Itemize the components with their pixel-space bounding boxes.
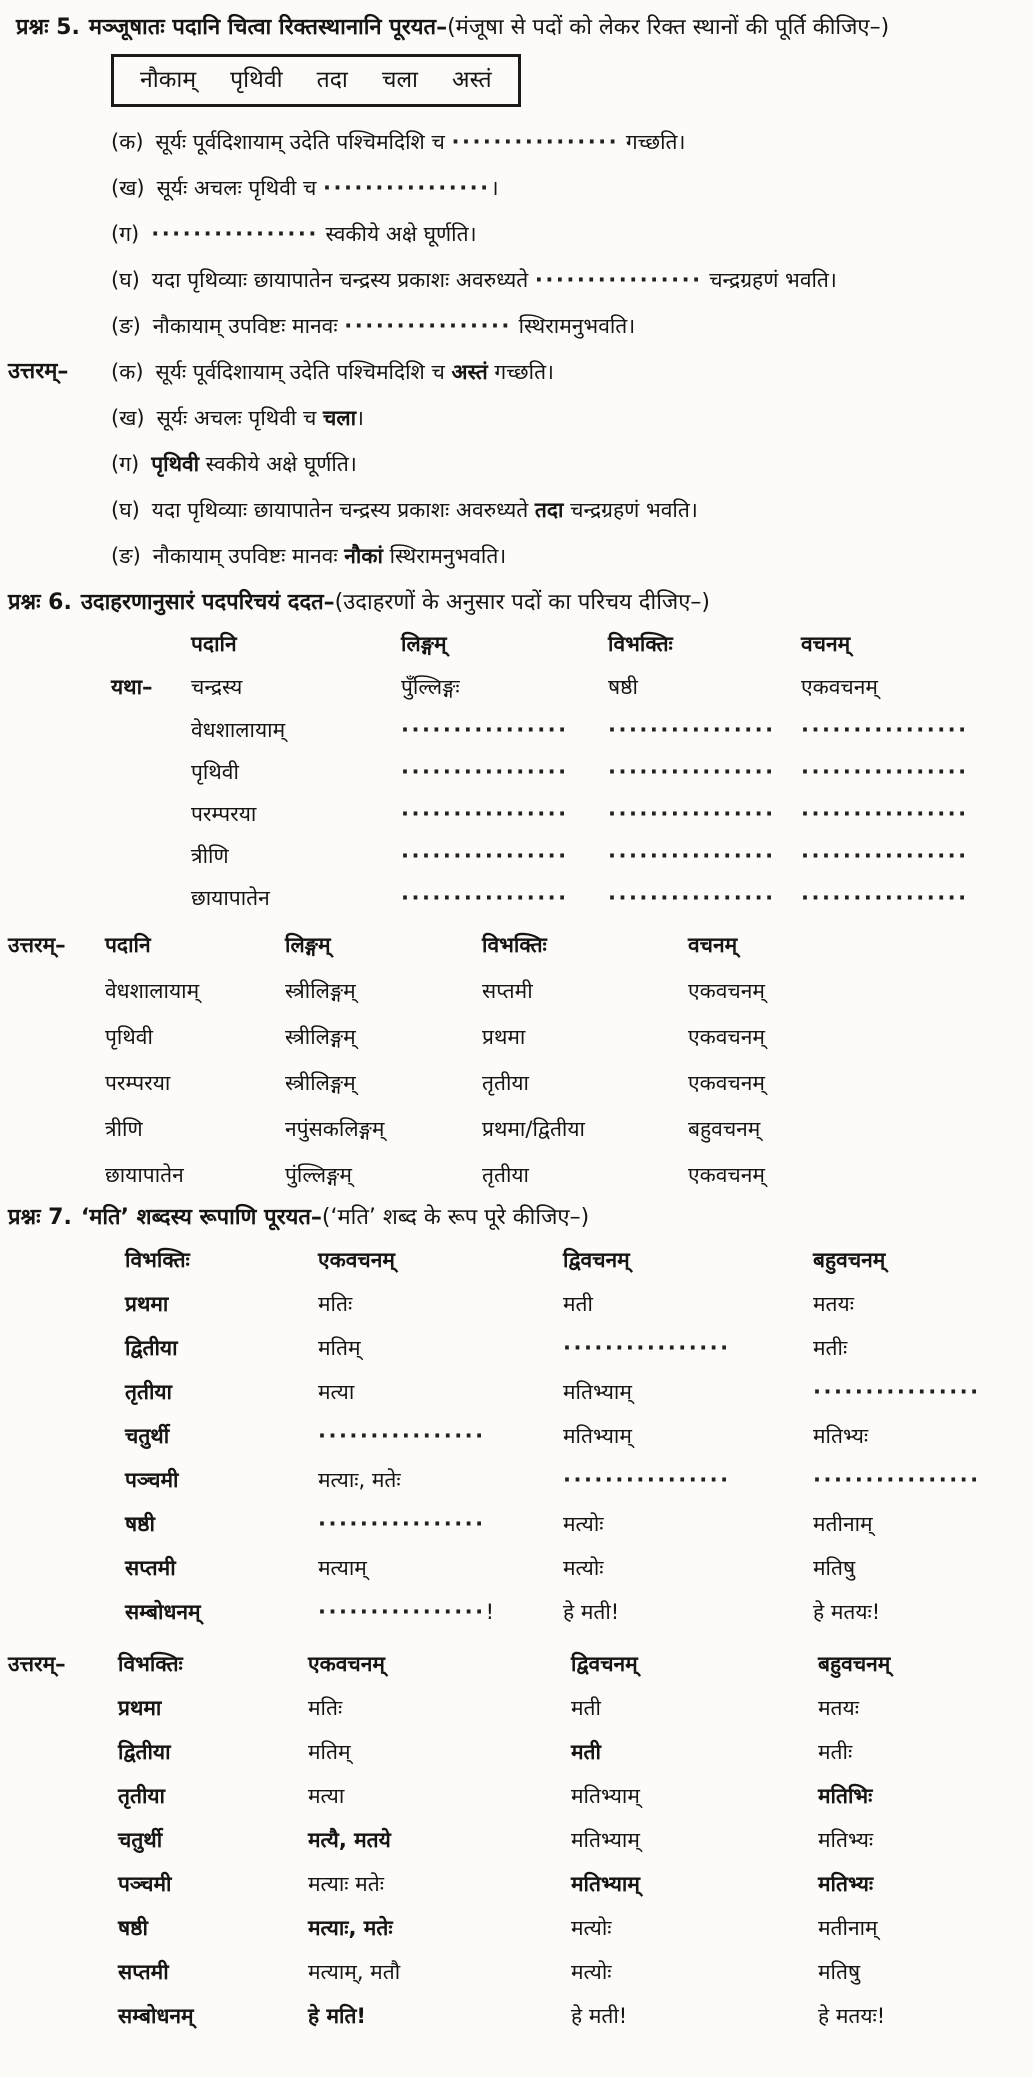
column-header: विभक्तिः (118, 1652, 183, 1676)
blank-cell (801, 877, 1021, 919)
table-cell: मत्या (308, 1784, 345, 1808)
answer-item (111, 349, 1021, 395)
q5-heading (8, 8, 1021, 48)
fill-blank-item (111, 303, 1021, 349)
table-cell: मतिभ्यः (813, 1424, 869, 1448)
column-header: पदानि (191, 632, 237, 656)
table-row (125, 1502, 1021, 1546)
item-text-post: । (490, 176, 499, 200)
blank-cell (801, 835, 1021, 877)
blank-cell (608, 751, 801, 793)
q7-answer-table (8, 1642, 1021, 2038)
column-header: पञ्चमी (118, 1872, 172, 1896)
header-row (8, 1642, 1021, 1686)
item-marker: (ख) (111, 406, 145, 430)
table-cell: मतीः (818, 1740, 853, 1764)
answer-item (111, 395, 1021, 441)
table-cell: मत्योः (571, 1960, 612, 1984)
table-cell: पुंल्लिङ्गम् (285, 1163, 352, 1187)
header-row (125, 1238, 1021, 1282)
column-header: प्रथमा (118, 1696, 162, 1720)
table-cell: चन्द्रस्य (191, 675, 243, 699)
table-cell: हे मति! (308, 2004, 367, 2028)
q7-question-table (8, 1238, 1021, 1634)
table-cell: मतिषु (818, 1960, 861, 1984)
table-cell: मतिम् (308, 1740, 351, 1764)
item-text-pre: सूर्यः पूर्वदिशायाम् उदेति पश्चिमदिशि च (155, 130, 452, 154)
blank-dots: ················ (563, 1336, 731, 1360)
table-row (111, 709, 1021, 751)
column-header: वचनम् (801, 632, 851, 656)
column-header: द्विवचनम् (563, 1248, 630, 1272)
table-cell: हे मती! (563, 1600, 620, 1624)
column-header: तृतीया (118, 1784, 165, 1808)
cell-suffix: ! (485, 1600, 495, 1624)
table-row (8, 1014, 1021, 1060)
blank-cell (318, 1502, 563, 1546)
item-text-pre: नौकायाम् उपविष्टः मानवः (152, 314, 345, 338)
column-header: बहुवचनम् (813, 1248, 886, 1272)
q6-heading (8, 583, 1021, 623)
table-cell: मतिः (308, 1696, 343, 1720)
table-cell: पृथिवी (105, 1025, 153, 1049)
blank-cell (563, 1326, 813, 1370)
column-header: सप्तमी (125, 1556, 176, 1580)
table-cell: मत्योः (563, 1556, 604, 1580)
q5-answer-list (8, 349, 1021, 579)
column-header: यथा– (111, 675, 153, 699)
table-cell: छायापातेन (105, 1163, 184, 1187)
fill-blank-item (111, 165, 1021, 211)
blank-dots: ················ (401, 886, 569, 910)
q5-number: प्रश्नः 5. (16, 15, 80, 40)
table-cell: मत्याः, मतेः (318, 1468, 401, 1492)
q6-number: प्रश्नः 6. (8, 590, 72, 615)
table-row (8, 1152, 1021, 1198)
table-cell: षष्ठी (608, 675, 638, 699)
q5-answer-label: उत्तरम्– (8, 359, 69, 384)
item-marker: (क) (111, 130, 144, 154)
blank-dots: ················ (451, 130, 620, 154)
blank-cell (608, 835, 801, 877)
blank-dots: ················ (608, 886, 776, 910)
table-cell: मत्यै, मतये (308, 1828, 391, 1852)
table-cell: मत्योः (571, 1916, 612, 1940)
blank-dots: ················ (534, 268, 703, 292)
item-text-post: चन्द्रग्रहणं भवति। (702, 268, 837, 292)
table-cell: हे मतयः! (813, 1600, 881, 1624)
column-header: सम्बोधनम् (118, 2004, 194, 2028)
table-cell: हे मती! (571, 2004, 628, 2028)
item-marker: (क) (111, 360, 144, 384)
column-header: विभक्तिः (482, 933, 547, 957)
item-text-pre: यदा पृथिव्याः छायापातेन चन्द्रस्य प्रकाशः अवरुध्यते (151, 268, 535, 292)
answer-item (111, 441, 1021, 487)
table-cell: एकवचनम् (801, 675, 878, 699)
box-word: पृथिवी (230, 67, 283, 93)
blank-dots: ················ (801, 802, 969, 826)
table-cell: पुँल्लिङ्गः (401, 675, 460, 699)
table-cell: मतयः (813, 1292, 854, 1316)
example-row (111, 665, 1021, 709)
table-row (125, 1370, 1021, 1414)
table-row (125, 1590, 1021, 1634)
answer-word: अस्तं (451, 360, 488, 384)
q6-question-table (8, 623, 1021, 919)
table-cell: एकवचनम् (688, 1071, 765, 1095)
blank-dots: ················ (401, 802, 569, 826)
item-text-post: गच्छति। (487, 360, 555, 384)
column-header: बहुवचनम् (818, 1652, 891, 1676)
table-cell: मतयः (818, 1696, 859, 1720)
blank-cell (608, 709, 801, 751)
word-box (111, 54, 521, 107)
q5-answer-block (8, 349, 1021, 579)
table-cell: नपुंसकलिङ्गम् (285, 1117, 385, 1141)
blank-dots: ················ (318, 1512, 486, 1536)
item-text-pre: सूर्यः अचलः पृथिवी च (156, 176, 323, 200)
table-row (125, 1326, 1021, 1370)
table-cell: परम्परया (105, 1071, 171, 1095)
table-cell: मतिभिः (818, 1784, 873, 1808)
item-marker: (घ) (111, 498, 140, 522)
blank-dots: ················ (801, 760, 969, 784)
table-cell: मती (563, 1292, 593, 1316)
blank-dots: ················ (608, 844, 776, 868)
table-cell: हे मतयः! (818, 2004, 886, 2028)
table-cell: एकवचनम् (688, 979, 765, 1003)
blank-cell (801, 751, 1021, 793)
table-cell: मतीनाम् (813, 1512, 873, 1536)
header-row (8, 923, 1021, 968)
blank-cell (608, 877, 801, 919)
blank-dots: ················ (344, 314, 512, 338)
table-row (8, 1994, 1021, 2038)
table-row (111, 835, 1021, 877)
fill-blank-item (111, 257, 1021, 303)
item-text-pre: सूर्यः अचलः पृथिवी च (156, 406, 323, 430)
table-row (125, 1546, 1021, 1590)
q7-section (8, 1198, 1021, 2038)
q6-answer-table (8, 923, 1021, 1198)
table-cell: परम्परया (191, 802, 257, 826)
item-text-pre: सूर्यः पूर्वदिशायाम् उदेति पश्चिमदिशि च (155, 360, 452, 384)
box-word: नौकाम् (140, 67, 197, 93)
item-text-post: स्थिरामनुभवति। (511, 314, 636, 338)
table-cell: मत्याम्, मतौ (308, 1960, 401, 1984)
blank-cell (608, 793, 801, 835)
column-header: सप्तमी (118, 1960, 169, 1984)
table-cell: मती (571, 1696, 601, 1720)
table-cell: त्रीणि (105, 1117, 143, 1141)
blank-cell (563, 1458, 813, 1502)
table-cell: मतिभ्याम् (571, 1828, 640, 1852)
blank-dots: ················ (801, 718, 969, 742)
q5-title-hindi: (मंजूषा से पदों को लेकर रिक्त स्थानों की पूर्ति कीजिए–) (447, 15, 890, 40)
table-row (8, 1906, 1021, 1950)
q7-title-hindi: (‘मति’ शब्द के रूप पूरे कीजिए–) (321, 1205, 590, 1230)
blank-cell (401, 793, 608, 835)
item-text-post: स्थिरामनुभवति। (382, 544, 507, 568)
blank-cell (813, 1370, 1021, 1414)
blank-dots: ················ (608, 760, 776, 784)
blank-dots: ················ (801, 844, 969, 868)
table-row (8, 968, 1021, 1014)
item-marker: (ग) (111, 452, 140, 476)
blank-cell (318, 1590, 563, 1634)
item-text-post: स्वकीये अक्षे घूर्णति। (318, 222, 477, 246)
table-cell: प्रथमा/द्वितीया (482, 1117, 585, 1141)
table-row (8, 1818, 1021, 1862)
table-row (125, 1414, 1021, 1458)
column-header: पञ्चमी (125, 1468, 179, 1492)
table-row (8, 1060, 1021, 1106)
table-cell: सप्तमी (482, 979, 533, 1003)
item-text-post: गच्छति। (619, 130, 686, 154)
table-cell: पृथिवी (191, 760, 239, 784)
q7-number: प्रश्नः 7. (8, 1205, 72, 1230)
item-text-post: चन्द्रग्रहणं भवति। (563, 498, 698, 522)
q5-title-sanskrit: मञ्जूषातः पदानि चित्वा रिक्तस्थानानि पूरयत– (88, 15, 448, 40)
table-cell: मतीनाम् (818, 1916, 878, 1940)
blank-dots: ················ (318, 1424, 486, 1448)
table-row (8, 1730, 1021, 1774)
blank-cell (401, 835, 608, 877)
table-cell: मतिभ्याम् (571, 1784, 640, 1808)
table-cell: मतिभ्याम् (571, 1872, 640, 1896)
table-cell: एकवचनम् (688, 1025, 765, 1049)
table-cell: स्त्रीलिङ्गम् (285, 1025, 356, 1049)
column-header: द्विवचनम् (571, 1652, 638, 1676)
table-cell: प्रथमा (482, 1025, 526, 1049)
table-cell: बहुवचनम् (688, 1117, 761, 1141)
box-word: अस्तं (452, 67, 492, 93)
column-header: पदानि (105, 933, 151, 957)
table-cell: मतिभ्याम् (563, 1380, 632, 1404)
blank-cell (801, 709, 1021, 751)
answer-word: चला (323, 406, 357, 430)
blank-dots: ················ (401, 760, 569, 784)
column-header: लिङ्गम् (401, 632, 447, 656)
header-row (111, 623, 1021, 665)
blank-dots: ················ (813, 1380, 981, 1404)
item-marker: (घ) (111, 268, 140, 292)
column-header: चतुर्थी (118, 1828, 163, 1852)
column-header: द्वितीया (118, 1740, 171, 1764)
column-header: द्वितीया (125, 1336, 178, 1360)
table-row (111, 877, 1021, 919)
blank-cell (401, 751, 608, 793)
table-cell: मतिभ्यः (818, 1872, 874, 1896)
table-cell: मतिभ्याम् (563, 1424, 632, 1448)
table-cell: मत्याः, मतेः (308, 1916, 393, 1940)
q7-title-sanskrit: ‘मति’ शब्दस्य रूपाणि पूरयत– (80, 1205, 322, 1230)
table-row (8, 1686, 1021, 1730)
blank-dots: ················ (563, 1468, 731, 1492)
blank-cell (318, 1414, 563, 1458)
answer-item (111, 533, 1021, 579)
column-header: चतुर्थी (125, 1424, 170, 1448)
blank-cell (401, 709, 608, 751)
table-cell: त्रीणि (191, 844, 229, 868)
table-cell: वेधशालायाम् (105, 979, 200, 1003)
answer-word: नौकां (344, 544, 383, 568)
blank-dots: ················ (323, 176, 491, 200)
q5-section (8, 8, 1021, 579)
table-cell: मतिम् (318, 1336, 361, 1360)
q7-heading (8, 1198, 1021, 1238)
column-header: विभक्तिः (125, 1248, 190, 1272)
table-cell: मत्याः मतेः (308, 1872, 384, 1896)
table-cell: एकवचनम् (688, 1163, 765, 1187)
column-header: एकवचनम् (308, 1652, 385, 1676)
blank-dots: ················ (608, 802, 776, 826)
column-header: लिङ्गम् (285, 933, 331, 957)
blank-dots: ················ (801, 886, 969, 910)
blank-dots: ················ (813, 1468, 981, 1492)
q6-title-hindi: (उदाहरणों के अनुसार पदों का परिचय दीजिए–) (334, 590, 710, 615)
item-marker: (ग) (111, 222, 140, 246)
table-cell: मत्योः (563, 1512, 604, 1536)
q5-question-list (8, 119, 1021, 349)
column-header: उत्तरम्– (8, 933, 66, 957)
answer-word: पृथिवी (151, 452, 200, 476)
table-row (111, 751, 1021, 793)
blank-dots: ················ (318, 1600, 486, 1624)
table-cell: स्त्रीलिङ्गम् (285, 979, 356, 1003)
table-row (8, 1774, 1021, 1818)
table-row (8, 1862, 1021, 1906)
blank-cell (401, 877, 608, 919)
column-header: उत्तरम्– (8, 1652, 66, 1676)
table-cell: छायापातेन (191, 886, 270, 910)
column-header: षष्ठी (125, 1512, 155, 1536)
q6-section (8, 583, 1021, 1198)
table-cell: मतिभ्यः (818, 1828, 874, 1852)
column-header: वचनम् (688, 933, 738, 957)
table-row (8, 1106, 1021, 1152)
item-text-post: । (356, 406, 364, 430)
table-cell: मत्याम् (318, 1556, 367, 1580)
table-cell: तृतीया (482, 1071, 529, 1095)
blank-cell (813, 1458, 1021, 1502)
table-row (8, 1950, 1021, 1994)
column-header: सम्बोधनम् (125, 1600, 201, 1624)
blank-dots: ················ (401, 844, 569, 868)
column-header: प्रथमा (125, 1292, 169, 1316)
answer-word: तदा (534, 498, 564, 522)
item-text-pre: यदा पृथिव्याः छायापातेन चन्द्रस्य प्रकाशः अवरुध्यते (151, 498, 535, 522)
box-word: चला (381, 67, 419, 93)
fill-blank-item (111, 211, 1021, 257)
column-header: विभक्तिः (608, 632, 673, 656)
table-cell: मतिषु (813, 1556, 856, 1580)
blank-dots: ················ (151, 222, 319, 246)
table-cell: स्त्रीलिङ्गम् (285, 1071, 356, 1095)
table-cell: वेधशालायाम् (191, 718, 286, 742)
blank-cell (801, 793, 1021, 835)
answer-item (111, 487, 1021, 533)
column-header: एकवचनम् (318, 1248, 395, 1272)
blank-dots: ················ (401, 718, 569, 742)
table-row (111, 793, 1021, 835)
item-marker: (ङ) (111, 314, 141, 338)
item-text-pre: नौकायाम् उपविष्टः मानवः (152, 544, 345, 568)
fill-blank-item (111, 119, 1021, 165)
table-cell: मती (571, 1740, 601, 1764)
blank-dots: ················ (608, 718, 776, 742)
q6-title-sanskrit: उदाहरणानुसारं पदपरिचयं ददत– (80, 590, 335, 615)
table-cell: तृतीया (482, 1163, 529, 1187)
table-cell: मतीः (813, 1336, 848, 1360)
table-row (125, 1458, 1021, 1502)
column-header: तृतीया (125, 1380, 172, 1404)
item-marker: (ख) (111, 176, 145, 200)
table-row (125, 1282, 1021, 1326)
box-word: तदा (316, 67, 348, 93)
item-marker: (ङ) (111, 544, 141, 568)
table-cell: मतिः (318, 1292, 353, 1316)
item-text-post: स्वकीये अक्षे घूर्णति। (199, 452, 357, 476)
table-cell: मत्या (318, 1380, 355, 1404)
column-header: षष्ठी (118, 1916, 148, 1940)
